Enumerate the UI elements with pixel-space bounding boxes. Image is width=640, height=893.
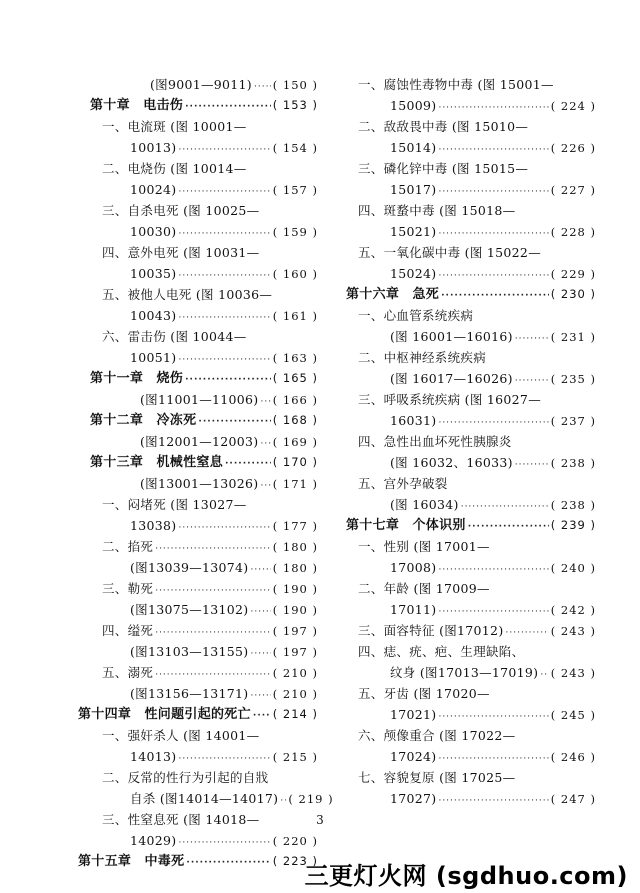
toc-entry-title: 一、性别 (图 17001— [358, 539, 490, 554]
toc-entry-title: 16031) [390, 413, 437, 428]
toc-page-ref: ( 231 ) [550, 330, 596, 344]
toc-page-ref: ( 237 ) [550, 414, 596, 428]
toc-entry [346, 452, 596, 473]
toc-entry-title: 四、急性出血坏死性胰腺炎 [358, 434, 512, 449]
toc-chapter-entry [78, 410, 318, 431]
toc-entry [78, 473, 318, 494]
toc-right-column [346, 74, 596, 809]
toc-entry-title: 15017) [390, 182, 437, 197]
toc-leader-dots [185, 97, 271, 118]
toc-page-ref: ( 238 ) [550, 456, 596, 470]
toc-entry [78, 725, 318, 746]
toc-entry-title: 10043) [130, 308, 177, 323]
toc-page-ref: ( 190 ) [272, 582, 318, 596]
toc-page-ref: ( 168 ) [272, 413, 318, 427]
toc-entry [346, 557, 596, 578]
toc-page-ref: ( 210 ) [272, 687, 318, 701]
toc-page-ref: ( 229 ) [550, 267, 596, 281]
toc-leader-dots [198, 412, 270, 433]
toc-chapter-entry [78, 704, 318, 725]
toc-leader-dots [250, 602, 270, 623]
toc-entry [78, 662, 318, 683]
toc-entry [346, 662, 596, 683]
toc-entry-title: 三、自杀电死 (图 10025— [102, 203, 260, 218]
toc-entry [78, 494, 318, 515]
page-number: 3 [316, 813, 324, 827]
toc-entry-title: 二、反常的性行为引起的自戕 [102, 770, 269, 785]
toc-leader-dots [253, 706, 271, 727]
toc-page-ref: ( 230 ) [550, 287, 596, 301]
toc-entry [78, 242, 318, 263]
toc-entry-title: 10035) [130, 266, 177, 281]
toc-page-ref: ( 197 ) [272, 645, 318, 659]
toc-page-ref: ( 169 ) [272, 435, 318, 449]
toc-leader-dots [260, 434, 270, 455]
toc-entry [78, 221, 318, 242]
toc-entry-title: 17024) [390, 749, 437, 764]
toc-entry [78, 74, 318, 95]
toc-entry [346, 746, 596, 767]
toc-entry-title: 10024) [130, 182, 177, 197]
toc-entry-title: (图9001—9011) [150, 77, 252, 92]
toc-entry-title: 六、颅像重合 (图 17022— [358, 728, 516, 743]
toc-entry-title: (图13001—13026) [140, 476, 259, 491]
toc-page-ref: ( 245 ) [550, 708, 596, 722]
toc-leader-dots [438, 791, 548, 812]
toc-entry-title: 五、溺死 [102, 665, 154, 680]
toc-page-ref: ( 157 ) [272, 183, 318, 197]
toc-entry-title: 14013) [130, 749, 177, 764]
toc-entry-title: 三、面容特征 (图17012) [358, 623, 504, 638]
toc-entry-title: 五、宫外孕破裂 [358, 476, 448, 491]
toc-entry [346, 263, 596, 284]
toc-entry-title: 17011) [390, 602, 437, 617]
toc-entry [78, 515, 318, 536]
toc-page-ref: ( 160 ) [272, 267, 318, 281]
toc-entry-title: (图11001—11006) [140, 392, 259, 407]
toc-entry-title: 第十章 电击伤 [90, 98, 184, 113]
toc-chapter-entry [346, 515, 596, 536]
toc-chapter-entry [346, 284, 596, 305]
toc-entry [78, 746, 318, 767]
toc-entry-title: 四、斑蝥中毒 (图 15018— [358, 203, 516, 218]
toc-page-ref: ( 170 ) [272, 455, 318, 469]
toc-entry-title: 三、磷化锌中毒 (图 15015— [358, 161, 529, 176]
toc-entry [78, 284, 318, 305]
toc-page-ref: ( 177 ) [272, 519, 318, 533]
toc-entry-title: 17008) [390, 560, 437, 575]
toc-left-column [78, 74, 334, 872]
toc-entry [346, 221, 596, 242]
toc-entry [78, 389, 318, 410]
toc-entry [78, 116, 318, 137]
toc-entry-title: 第十三章 机械性窒息 [90, 455, 224, 470]
toc-entry-title: 第十二章 冷冻死 [90, 413, 197, 428]
site-watermark: 三更灯火网 (sgdhuo.com) [304, 862, 628, 890]
toc-entry [346, 641, 596, 662]
toc-entry [78, 347, 318, 368]
toc-leader-dots [260, 392, 270, 413]
toc-leader-dots [186, 853, 270, 874]
toc-entry [346, 389, 596, 410]
toc-entry-title: 第十一章 烧伤 [90, 371, 184, 386]
toc-entry-title: 15024) [390, 266, 437, 281]
toc-entry-title: 三、性窒息死 (图 14018— [102, 812, 260, 827]
toc-entry [346, 368, 596, 389]
toc-entry-title: (图13075—13102) [130, 602, 249, 617]
toc-entry-title: 17021) [390, 707, 437, 722]
toc-entry-title: 六、雷击伤 (图 10044— [102, 329, 247, 344]
toc-entry [78, 200, 318, 221]
toc-entry [346, 536, 596, 557]
toc-entry-title: 第十五章 中毒死 [78, 854, 185, 869]
toc-entry [78, 431, 318, 452]
toc-entry [346, 578, 596, 599]
toc-entry [78, 179, 318, 200]
toc-page-ref: ( 163 ) [272, 351, 318, 365]
toc-entry-title: 一、强奸杀人 (图 14001— [102, 728, 260, 743]
toc-entry-title: 五、被他人电死 (图 10036— [102, 287, 273, 302]
toc-entry-title: (图12001—12003) [140, 434, 259, 449]
toc-entry-title: 10013) [130, 140, 177, 155]
toc-entry-title: 四、意外电死 (图 10031— [102, 245, 260, 260]
toc-entry [78, 830, 318, 851]
toc-leader-dots [461, 497, 549, 518]
toc-entry [346, 494, 596, 515]
toc-page-ref: ( 240 ) [550, 561, 596, 575]
toc-entry-title: 二、敌敌畏中毒 (图 15010— [358, 119, 529, 134]
toc-entry-title: 二、中枢神经系统疾病 [358, 350, 487, 365]
toc-entry [346, 137, 596, 158]
toc-page-ref: ( 215 ) [272, 750, 318, 764]
toc-entry-title: 一、心血管系统疾病 [358, 308, 474, 323]
toc-entry [346, 158, 596, 179]
toc-entry [346, 305, 596, 326]
toc-page-ref: ( 180 ) [272, 561, 318, 575]
toc-entry-title: 10030) [130, 224, 177, 239]
toc-leader-dots [280, 791, 286, 812]
toc-entry [346, 242, 596, 263]
toc-entry-title: 三、呼吸系统疾病 (图 16027— [358, 392, 541, 407]
toc-entry-title: 15021) [390, 224, 437, 239]
toc-entry [78, 683, 318, 704]
toc-page-ref: ( 214 ) [272, 707, 318, 721]
toc-entry-title: (图13039—13074) [130, 560, 249, 575]
toc-leader-dots [438, 266, 548, 287]
toc-entry-title: 二、掐死 [102, 539, 154, 554]
toc-entry [346, 326, 596, 347]
toc-leader-dots [225, 454, 271, 475]
toc-leader-dots [468, 517, 549, 538]
toc-entry [346, 347, 596, 368]
toc-entry [346, 767, 596, 788]
toc-entry [346, 95, 596, 116]
toc-page-ref: ( 210 ) [272, 666, 318, 680]
toc-entry-title: (图13156—13171) [130, 686, 249, 701]
toc-leader-dots [178, 518, 270, 539]
toc-page-ref: ( 166 ) [272, 393, 318, 407]
toc-leader-dots [260, 476, 270, 497]
toc-page-ref: ( 150 ) [272, 78, 318, 92]
toc-page-ref: ( 161 ) [272, 309, 318, 323]
toc-leader-dots [515, 329, 549, 350]
toc-chapter-entry [78, 368, 318, 389]
toc-entry-title: (图 16032、16033) [390, 455, 513, 470]
toc-page-ref: ( 153 ) [272, 98, 318, 112]
toc-entry-title: 七、容貌复原 (图 17025— [358, 770, 516, 785]
toc-entry [78, 788, 334, 809]
toc-entry [346, 200, 596, 221]
toc-entry [346, 473, 596, 494]
toc-entry [78, 263, 318, 284]
toc-page-ref: ( 235 ) [550, 372, 596, 386]
toc-entry-title: 17027) [390, 791, 437, 806]
toc-chapter-entry [78, 851, 318, 872]
toc-entry-title: 纹身 (图17013—17019) [390, 665, 539, 680]
toc-page-ref: ( 190 ) [272, 603, 318, 617]
toc-page-ref: ( 246 ) [550, 750, 596, 764]
toc-entry-title: 二、电烧伤 (图 10014— [102, 161, 247, 176]
toc-leader-dots [250, 686, 270, 707]
toc-leader-dots [441, 286, 549, 307]
toc-leader-dots [250, 560, 270, 581]
toc-chapter-entry [78, 95, 318, 116]
toc-page-ref: ( 171 ) [272, 477, 318, 491]
toc-entry [78, 599, 318, 620]
toc-entry [346, 725, 596, 746]
toc-entry [346, 788, 596, 809]
toc-leader-dots [515, 455, 549, 476]
toc-entry-title: (图 16017—16026) [390, 371, 513, 386]
toc-entry-title: 自杀 (图14014—14017) [130, 791, 279, 806]
toc-entry [78, 326, 318, 347]
toc-leader-dots [540, 665, 548, 686]
toc-entry-title: 第十四章 性问题引起的死亡 [78, 707, 251, 722]
toc-entry-title: 五、牙齿 (图 17020— [358, 686, 490, 701]
toc-entry-title: 15014) [390, 140, 437, 155]
toc-page-ref: ( 243 ) [550, 666, 596, 680]
toc-page-ref: ( 226 ) [550, 141, 596, 155]
toc-entry-title: 13038) [130, 518, 177, 533]
toc-page-ref: ( 243 ) [550, 624, 596, 638]
toc-page-ref: ( 239 ) [550, 518, 596, 532]
toc-entry-title: 三、勒死 [102, 581, 154, 596]
toc-entry [78, 536, 318, 557]
toc-leader-dots [178, 350, 270, 371]
toc-page-ref: ( 227 ) [550, 183, 596, 197]
toc-entry [78, 158, 318, 179]
toc-entry-title: 四、痣、疣、疤、生理缺陷、 [358, 644, 525, 659]
toc-entry [78, 578, 318, 599]
toc-entry [346, 620, 596, 641]
toc-entry-title: 五、一氧化碳中毒 (图 15022— [358, 245, 541, 260]
toc-entry-title: (图 16001—16016) [390, 329, 513, 344]
toc-entry [78, 137, 318, 158]
toc-entry [346, 74, 596, 95]
toc-page-ref: ( 219 ) [288, 792, 334, 806]
toc-entry-title: 14029) [130, 833, 177, 848]
toc-entry-title: 一、电流斑 (图 10001— [102, 119, 247, 134]
toc-entry [346, 704, 596, 725]
toc-entry [346, 116, 596, 137]
toc-entry-title: 一、腐蚀性毒物中毒 (图 15001— [358, 77, 554, 92]
toc-page-ref: ( 238 ) [550, 498, 596, 512]
toc-entry [346, 179, 596, 200]
toc-entry [78, 767, 318, 788]
toc-page-ref: ( 242 ) [550, 603, 596, 617]
toc-entry-title: 10051) [130, 350, 177, 365]
toc-chapter-entry [78, 452, 318, 473]
toc-entry-title: 一、闷堵死 (图 13027— [102, 497, 247, 512]
toc-entry [78, 620, 318, 641]
toc-page-ref: ( 224 ) [550, 99, 596, 113]
toc-page-ref: ( 154 ) [272, 141, 318, 155]
toc-entry-title: 15009) [390, 98, 437, 113]
toc-page-ref: ( 228 ) [550, 225, 596, 239]
toc-entry [78, 305, 318, 326]
toc-entry [78, 557, 318, 578]
toc-entry-title: 二、年龄 (图 17009— [358, 581, 490, 596]
toc-entry [78, 641, 318, 662]
toc-page-ref: ( 220 ) [272, 834, 318, 848]
toc-entry [346, 599, 596, 620]
toc-page-ref: ( 165 ) [272, 371, 318, 385]
toc-page-ref: ( 247 ) [550, 792, 596, 806]
toc-entry [346, 431, 596, 452]
toc-entry [346, 410, 596, 431]
toc-entry-title: 第十六章 急死 [346, 287, 440, 302]
toc-page-ref: ( 197 ) [272, 624, 318, 638]
toc-leader-dots [254, 77, 271, 98]
toc-entry-title: (图13103—13155) [130, 644, 249, 659]
toc-leader-dots [185, 370, 271, 391]
toc-entry-title: 第十七章 个体识别 [346, 518, 466, 533]
toc-leader-dots [178, 833, 270, 854]
toc-entry [346, 683, 596, 704]
toc-leader-dots [250, 644, 270, 665]
toc-entry-title: 四、缢死 [102, 623, 154, 638]
toc-entry-title: (图 16034) [390, 497, 459, 512]
toc-page-ref: ( 223 ) [272, 854, 318, 868]
toc-page-ref: ( 159 ) [272, 225, 318, 239]
toc-page-ref: ( 180 ) [272, 540, 318, 554]
